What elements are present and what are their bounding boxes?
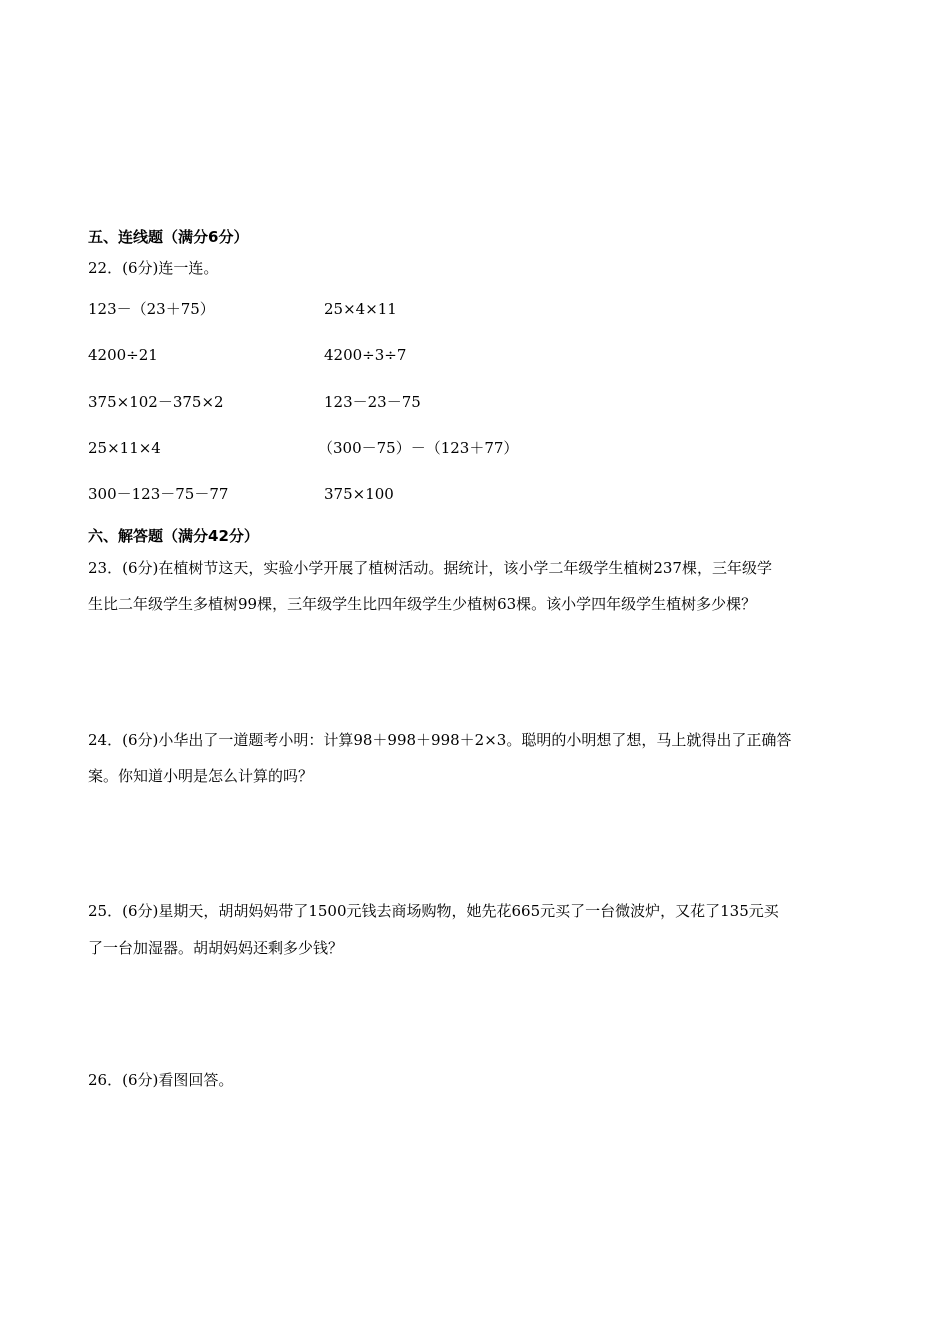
match-left-item-2: 4200÷21 — [88, 346, 158, 364]
section-6-heading: 六、解答题（满分42分） — [88, 527, 259, 545]
match-right-item-5: 375×100 — [324, 485, 394, 503]
question-23-line-1: 23．(6分)在植树节这天，实验小学开展了植树活动。据统计，该小学二年级学生植树237棵，三年级学 — [88, 559, 772, 577]
match-right-item-1: 25×4×11 — [324, 300, 397, 318]
match-left-item-4: 25×11×4 — [88, 439, 161, 457]
question-22: 22．(6分)连一连。 — [88, 259, 219, 277]
question-24-line-2: 案。你知道小明是怎么计算的吗？ — [88, 767, 314, 785]
question-26: 26．(6分)看图回答。 — [88, 1071, 234, 1089]
question-25-line-2: 了一台加湿器。胡胡妈妈还剩多少钱？ — [88, 939, 344, 957]
question-23-line-2: 生比二年级学生多植树99棵，三年级学生比四年级学生少植树63棵。该小学四年级学生植树多少棵？ — [88, 595, 757, 613]
match-left-item-1: 123－（23＋75） — [88, 300, 215, 318]
match-left-item-3: 375×102－375×2 — [88, 393, 224, 411]
question-25-line-1: 25．(6分)星期天，胡胡妈妈带了1500元钱去商场购物，她先花665元买了一台微波炉，又花了135元买 — [88, 902, 779, 920]
section-5-heading: 五、连线题（满分6分） — [88, 228, 249, 246]
match-left-item-5: 300－123－75－77 — [88, 485, 229, 503]
match-right-item-3: 123－23－75 — [324, 393, 421, 411]
match-right-item-2: 4200÷3÷7 — [324, 346, 407, 364]
match-right-item-4: （300－75）－（123＋77） — [318, 439, 519, 457]
question-24-line-1: 24．(6分)小华出了一道题考小明：计算98＋998＋998＋2×3。聪明的小明想了想，马上就得出了正确答 — [88, 731, 792, 749]
